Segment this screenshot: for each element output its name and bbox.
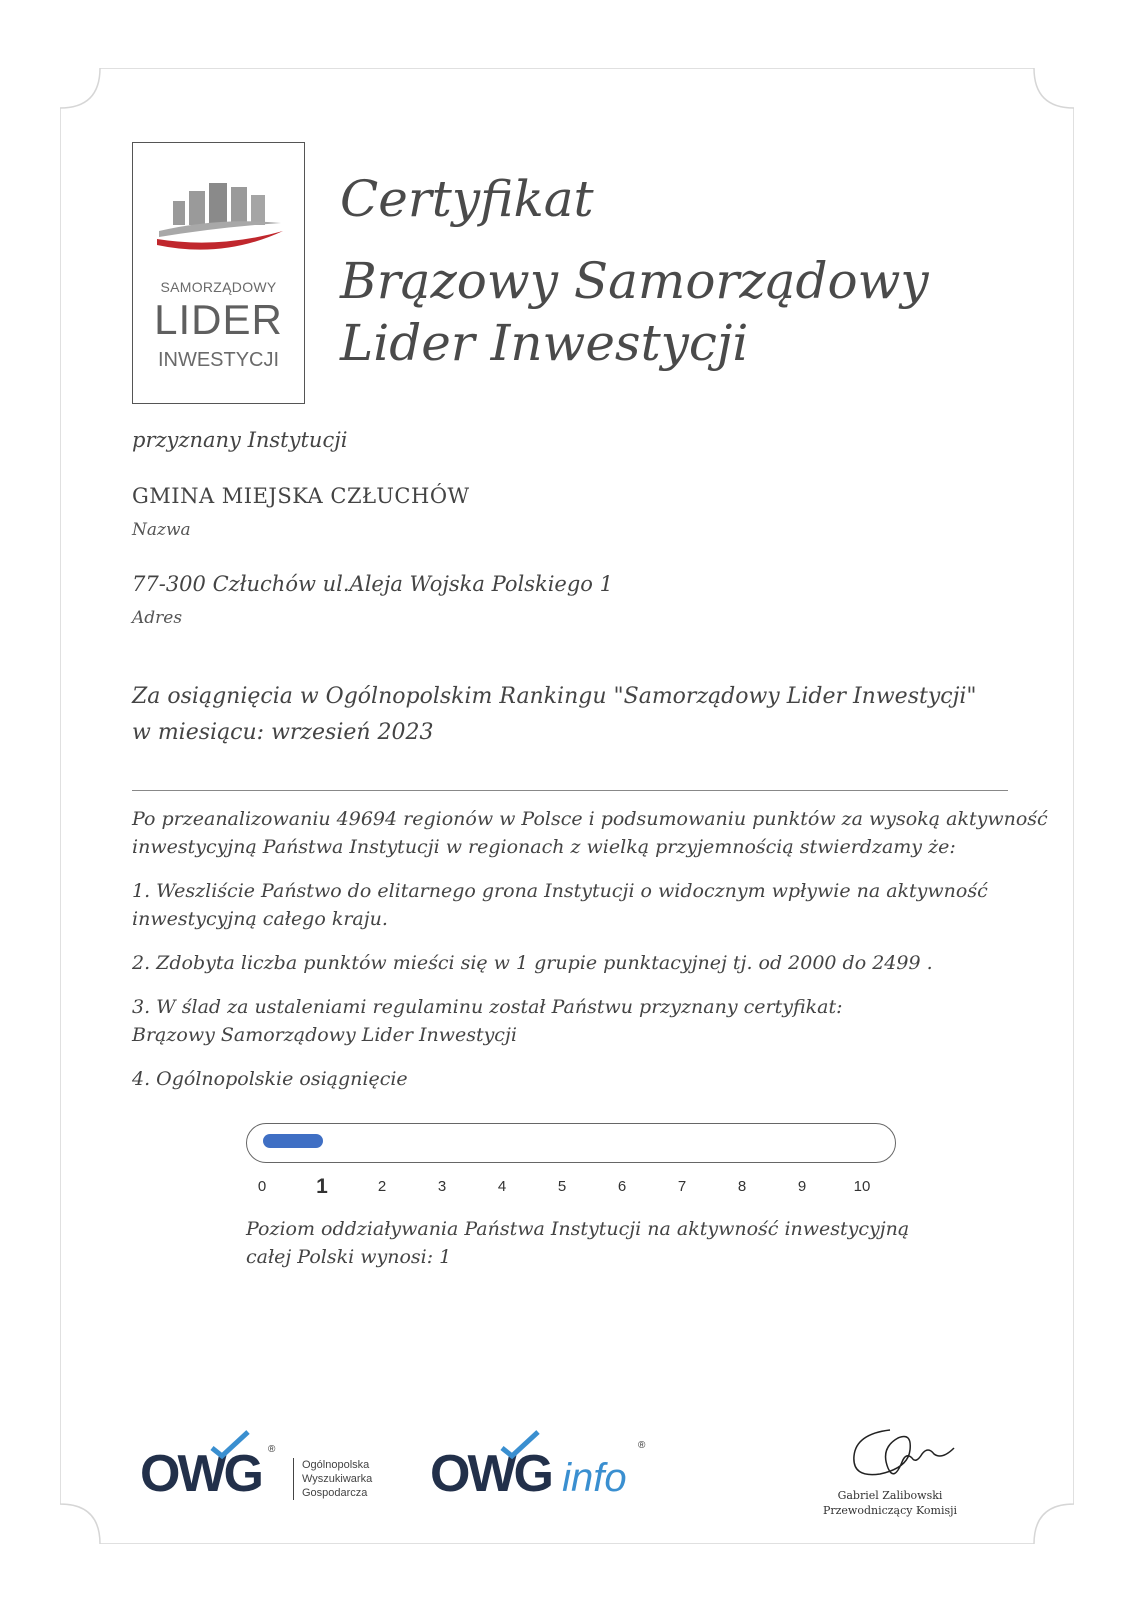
logo-text-lider: LIDER — [154, 296, 283, 343]
check-icon — [210, 1430, 250, 1460]
scale-tick-1: 1 — [316, 1175, 328, 1198]
registered-mark: ® — [268, 1444, 276, 1455]
address-label: Adres — [132, 608, 183, 628]
body-item1-line1: 1. Weszliście Państwo do elitarnego grona Instytucji o widocznym wpływie na aktywność — [132, 880, 988, 902]
logo-text-inwestycji: INWESTYCJI — [157, 349, 280, 371]
body-intro-line2: inwestycyjną Państwa Instytucji w regionach z wielką przyjemnością stwierdzamy że: — [132, 836, 956, 858]
signer-name: Gabriel Zalibowski — [837, 1489, 943, 1502]
owg-desc-line3: Gospodarcza — [302, 1487, 368, 1499]
award-name-line2: Lider Inwestycji — [340, 314, 749, 372]
institution-name: GMINA MIEJSKA CZŁUCHÓW — [132, 484, 470, 508]
owg-desc-line1: Ogólnopolska — [302, 1459, 370, 1471]
owg-desc-line2: Wyszukiwarka — [302, 1473, 373, 1485]
body-item3-line1: 3. W ślad za ustaleniami regulaminu został Państwu przyznany certyfikat: — [132, 996, 843, 1018]
signer-role: Przewodniczący Komisji — [822, 1504, 958, 1517]
scale-tick-6: 6 — [617, 1178, 627, 1195]
signature — [850, 1422, 960, 1488]
body-intro-line1: Po przeanalizowaniu 49694 regionów w Polsce i podsumowaniu punktów za wysoką aktywność — [132, 808, 1048, 830]
level-caption-line1: Poziom oddziaływania Państwa Instytucji na aktywność inwestycyjną — [246, 1218, 910, 1240]
scale-tick-5: 5 — [557, 1178, 567, 1195]
scale-tick-7: 7 — [677, 1178, 687, 1195]
signer — [820, 1488, 960, 1518]
awarded-to-label: przyznany Instytucji — [132, 428, 348, 452]
institution-address: 77-300 Człuchów ul.Aleja Wojska Polskiego 1 — [132, 572, 613, 596]
owg-info-logo — [430, 1440, 646, 1504]
award-name-line1: Brązowy Samorządowy — [340, 252, 929, 310]
samorzadowy-lider-logo — [132, 142, 305, 404]
divider — [132, 790, 1008, 791]
achievement-line2: w miesiącu: wrzesień 2023 — [132, 720, 434, 745]
scale-tick-4: 4 — [497, 1178, 507, 1195]
scale-tick-0: 0 — [257, 1178, 267, 1195]
scale-tick-3: 3 — [437, 1178, 447, 1195]
certificate-title: Certyfikat — [340, 170, 594, 228]
owg-info-suffix: info — [562, 1456, 627, 1500]
scale-tick-9: 9 — [797, 1178, 807, 1195]
owg-logo-text: OWG — [140, 1445, 261, 1503]
logo-text-samorzadowy: SAMORZĄDOWY — [160, 279, 277, 295]
owg-info-logo-text: OWG — [430, 1445, 551, 1503]
scale-tick-10: 10 — [853, 1178, 871, 1195]
body-item2: 2. Zdobyta liczba punktów mieści się w 1 grupie punktacyjnej tj. od 2000 do 2499 . — [132, 952, 933, 974]
scale-tick-8: 8 — [737, 1178, 747, 1195]
registered-mark: ® — [638, 1440, 646, 1451]
body-item1-line2: inwestycyjną całego kraju. — [132, 908, 388, 930]
level-progress-bar — [246, 1123, 896, 1163]
level-progress-fill — [263, 1134, 323, 1148]
body-item3-line2: Brązowy Samorządowy Lider Inwestycji — [132, 1024, 517, 1046]
buildings-icon — [153, 173, 285, 253]
scale-tick-2: 2 — [377, 1178, 387, 1195]
owg-description — [293, 1458, 372, 1500]
name-label: Nazwa — [132, 520, 191, 540]
achievement-line1: Za osiągnięcia w Ogólnopolskim Rankingu "Samorządowy Lider Inwestycji" — [132, 684, 977, 709]
body-item4: 4. Ogólnopolskie osiągnięcie — [132, 1068, 408, 1090]
check-icon — [500, 1430, 540, 1460]
level-scale — [257, 1175, 882, 1202]
owg-logo — [140, 1444, 276, 1504]
level-caption-line2: całej Polski wynosi: 1 — [246, 1246, 452, 1268]
